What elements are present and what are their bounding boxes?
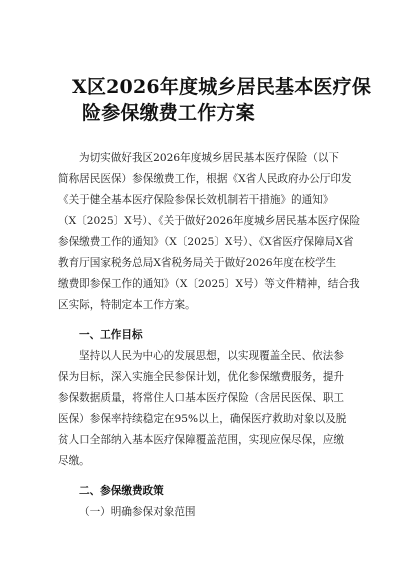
section-line: 贫人口全部纳入基本医疗保障覆盖范围，实现应保尽保，应缴 <box>58 434 345 446</box>
intro-line: 简称居民医保）参保缴费工作，根据《X省人民政府办公厅印发 <box>58 173 352 185</box>
section-line: 坚持以人民为中心的发展思想，以实现覆盖全民、依法参 <box>79 350 344 362</box>
section-line: 医保）参保率持续稳定在95%以上，确保医疗救助对象以及脱 <box>58 413 347 425</box>
intro-line: 区实际，特制定本工作方案。 <box>58 299 196 311</box>
intro-line: （X〔2025〕X号）、《关于做好2026年度城乡居民基本医疗保险 <box>58 215 361 227</box>
section-line: 保为目标，深入实施全民参保计划，优化参保缴费服务，提升 <box>58 371 345 383</box>
intro-line: 为切实做好我区2026年度城乡居民基本医疗保险（以下 <box>79 152 340 164</box>
intro-line: 《关于健全基本医疗保险参保长效机制若干措施》的通知》 <box>58 194 334 206</box>
section-line: 参保数据质量，将常住人口基本医疗保险（含居民医保、职工 <box>58 392 345 404</box>
intro-line: 教育厅国家税务总局X省税务局关于做好2026年度在校学生 <box>58 257 337 269</box>
document-body <box>58 148 361 523</box>
title-line: X区2026年度城乡居民基本医疗保 <box>72 76 372 98</box>
document-title <box>72 74 372 126</box>
title-line: 险参保缴费工作方案 <box>82 102 255 124</box>
intro-line: 缴费即参保工作的通知》（X〔2025〕X号）等文件精神，结合我 <box>58 278 360 290</box>
section-line: 尽缴。 <box>58 455 90 467</box>
intro-line: 参保缴费工作的通知》（X〔2025〕X号）、《X省医疗保障局X省 <box>58 236 354 248</box>
subsection-heading: （一）明确参保对象范围 <box>79 506 196 518</box>
section-heading: 二、参保缴费政策 <box>79 485 164 497</box>
section-heading: 一、工作目标 <box>79 329 143 341</box>
